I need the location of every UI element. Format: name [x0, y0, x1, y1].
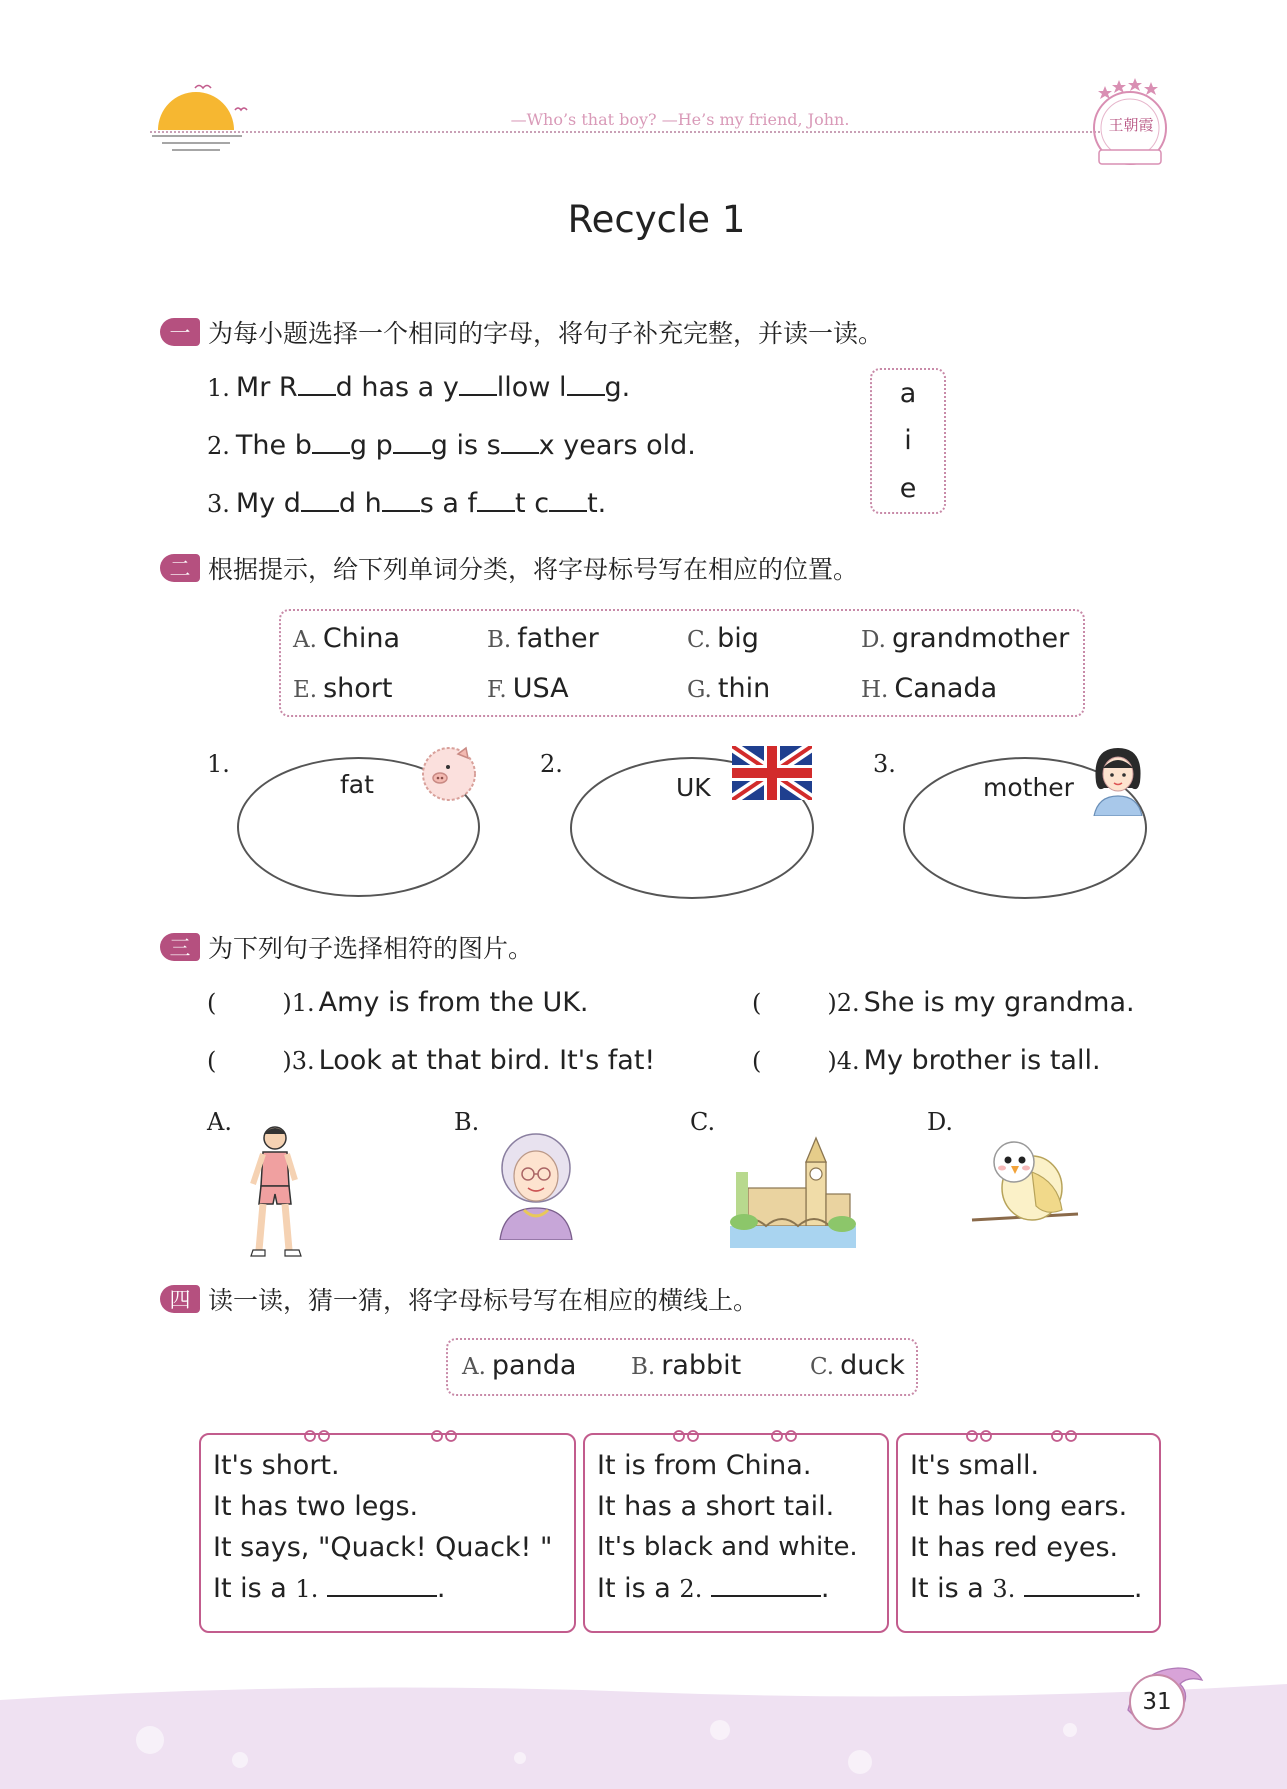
section-instruction: 读一读，猜一猜，将字母标号写在相应的横线上。 — [208, 1286, 759, 1315]
letter-blank[interactable] — [382, 490, 420, 512]
picture-label: D. — [927, 1108, 954, 1136]
riddle-line: It is from China. — [597, 1450, 812, 1481]
word-option: H. Canada — [861, 673, 998, 704]
section-badge: 二 — [160, 554, 200, 582]
riddle-answer-line: It is a 2. . — [597, 1573, 830, 1604]
riddle-line: It has red eyes. — [910, 1532, 1119, 1563]
riddle-card-1 — [199, 1433, 576, 1633]
riddle-line: It has a short tail. — [597, 1491, 835, 1522]
animal-option: A. panda — [462, 1350, 577, 1381]
word-option: B. father — [487, 623, 599, 654]
section2-header — [160, 550, 858, 586]
page-title: Recycle 1 — [567, 198, 746, 241]
letter-choice-box — [870, 368, 946, 514]
letter-blank[interactable] — [393, 432, 431, 454]
fill-sentence-2: 2. The b g p g is s x years old. — [207, 430, 696, 461]
fill-sentence-3: 3. My d d h s a f t c t. — [207, 488, 607, 519]
letter-blank[interactable] — [312, 432, 350, 454]
picture-label: B. — [454, 1108, 480, 1136]
letter-blank[interactable] — [298, 374, 336, 396]
animal-option: B. rabbit — [631, 1350, 742, 1381]
section-badge: 一 — [160, 318, 200, 346]
section-instruction: 为下列句子选择相符的图片。 — [208, 934, 534, 963]
word-option: D. grandmother — [861, 623, 1070, 654]
answer-blank[interactable] — [327, 1573, 437, 1597]
match-sentence: ( ) 3. Look at that bird. It's fat! — [207, 1045, 656, 1076]
section-badge: 三 — [160, 933, 200, 961]
group-number: 3. — [873, 750, 896, 778]
letter-blank[interactable] — [459, 374, 497, 396]
mother-icon — [1086, 742, 1150, 816]
section1-header — [160, 314, 883, 350]
riddle-line: It has two legs. — [213, 1491, 419, 1522]
riddle-line: It's small. — [910, 1450, 1040, 1481]
logo-text: 王朝霞 — [1108, 116, 1154, 134]
word-bank — [279, 609, 1085, 717]
riddle-card-2 — [583, 1433, 889, 1633]
match-sentence: ( ) 4. My brother is tall. — [752, 1045, 1101, 1076]
tall-boy-icon — [245, 1122, 311, 1262]
letter-choice: a — [899, 378, 917, 410]
fat-bird-icon — [966, 1132, 1082, 1242]
letter-blank[interactable] — [501, 432, 539, 454]
header-rule — [150, 131, 1100, 133]
word-option: F. USA — [487, 673, 569, 704]
word-option: G. thin — [687, 673, 771, 704]
section-instruction: 根据提示，给下列单词分类，将字母标号写在相应的位置。 — [208, 555, 859, 584]
animal-option: C. duck — [810, 1350, 905, 1381]
page-number: 31 — [1142, 1689, 1172, 1715]
binder-rings-icon — [199, 1422, 1161, 1446]
category-label: mother — [983, 773, 1074, 802]
riddle-card-3 — [896, 1433, 1161, 1633]
answer-blank[interactable] — [1024, 1573, 1134, 1597]
letter-choice: i — [904, 425, 912, 457]
grandma-icon — [494, 1130, 578, 1240]
big-ben-icon — [730, 1132, 856, 1248]
fill-sentence-1: 1. Mr R d has a y llow l g. — [207, 372, 631, 403]
footer-wave — [0, 1670, 1287, 1789]
group-number: 2. — [540, 750, 563, 778]
letter-blank[interactable] — [567, 374, 605, 396]
sunset-icon — [150, 78, 260, 153]
letter-blank[interactable] — [477, 490, 515, 512]
match-sentence: ( ) 1. Amy is from the UK. — [207, 987, 589, 1018]
riddle-answer-line: It is a 1. . — [213, 1573, 446, 1604]
word-option: C. big — [687, 623, 759, 654]
riddle-line: It has long ears. — [910, 1491, 1128, 1522]
group-number: 1. — [207, 750, 230, 778]
riddle-answer-line: It is a 3. . — [910, 1573, 1143, 1604]
page-number-badge — [1129, 1674, 1185, 1730]
letter-blank[interactable] — [301, 490, 339, 512]
letter-blank[interactable] — [549, 490, 587, 512]
section4-header — [160, 1281, 758, 1317]
word-option: A. China — [293, 623, 401, 654]
category-label: UK — [676, 773, 711, 802]
match-sentence: ( ) 2. She is my grandma. — [752, 987, 1135, 1018]
picture-label: C. — [690, 1108, 716, 1136]
section-badge: 四 — [160, 1285, 200, 1313]
riddle-line: It's short. — [213, 1450, 340, 1481]
category-label: fat — [340, 770, 374, 799]
answer-blank[interactable] — [711, 1573, 821, 1597]
section-instruction: 为每小题选择一个相同的字母，将句子补充完整，并读一读。 — [208, 319, 884, 348]
section3-header — [160, 929, 533, 965]
pig-icon — [418, 742, 480, 804]
animal-word-bank — [446, 1338, 918, 1396]
picture-label: A. — [207, 1108, 232, 1136]
header — [0, 0, 1287, 170]
riddle-line: It's black and white. — [597, 1532, 858, 1562]
uk-flag-icon — [732, 746, 812, 800]
riddle-line: It says, "Quack! Quack! " — [213, 1532, 553, 1563]
header-subtitle: —Who’s that boy? —He’s my friend, John. — [510, 110, 850, 129]
letter-choice: e — [899, 472, 917, 504]
word-option: E. short — [293, 673, 393, 704]
